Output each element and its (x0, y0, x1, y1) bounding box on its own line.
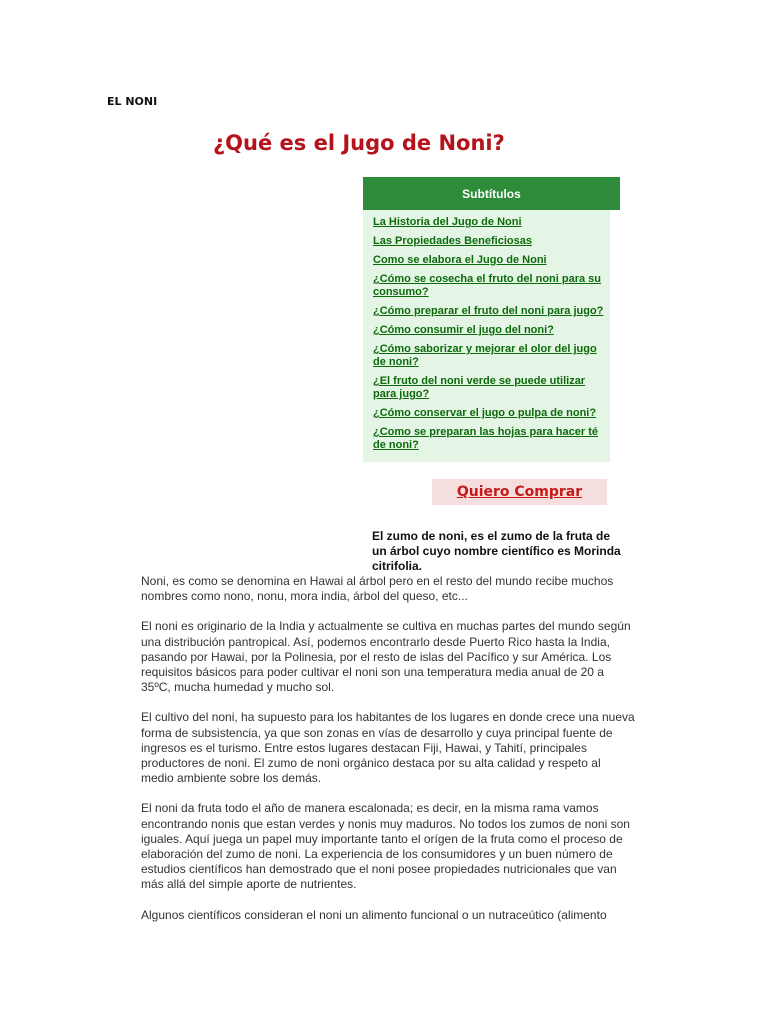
body-paragraph: El noni es originario de la India y actualmente se cultiva en muchas partes del mundo según una distribución pantropical. Así, podemos encontrarlo desde Puerto Rico hasta la India, pasando por Hawai, por la Polinesia, por el resto de islas del Pacífico y sur América. Los requisitos básicos para poder cultivar el noni son una temperatura media anual de 20 a 35ºC, mucha humedad y mucho sol. (141, 619, 631, 695)
subtitles-list (363, 210, 610, 462)
intro-text: El zumo de noni, es el zumo de la fruta de un árbol cuyo nombre científico es Morinda citrifolia. (372, 529, 621, 573)
body-paragraph: Noni, es como se denomina en Hawai al árbol pero en el resto del mundo recibe muchos nombres como nono, nonu, mora india, árbol del queso, etc... (141, 574, 614, 604)
toc-link-consumir[interactable]: ¿Cómo consumir el jugo del noni? (373, 324, 554, 336)
toc-link-noni-verde[interactable]: ¿El fruto del noni verde se puede utilizar para jugo? (373, 375, 586, 400)
subtitles-heading: Subtítulos (363, 177, 620, 210)
toc-link-propiedades[interactable]: Las Propiedades Beneficiosas (373, 235, 532, 247)
toc-link-historia[interactable]: La Historia del Jugo de Noni (373, 216, 522, 228)
body-paragraph: El cultivo del noni, ha supuesto para los habitantes de los lugares en donde crece una nueva forma de subsistencia, ya que son zonas en vías de desarrollo y cuya principal fuente de ingresos es el turismo. Entre estos lugares destacan Fiji, Hawai, y Tahití, principales productores de noni. El zumo de noni orgánico destaca por su alta calidad y respeto al medio ambiente sobre los demás. (141, 710, 635, 786)
document-label: EL NONI (107, 95, 158, 108)
body-paragraph: El noni da fruta todo el año de manera escalonada; es decir, en la misma rama vamos encontrando nonis que estan verdes y nonis muy maduros. No todos los zumos de noni son iguales. Aquí juega un papel muy importante tanto el orígen de la fruta como el proceso de elaboración del zumo de noni. La experiencia de los consumidores y un buen número de estudios científicos han demostrado que el noni posee propiedades nutricionales que van más allá del simple aporte de nutrientes. (141, 801, 630, 892)
toc-link-preparar[interactable]: ¿Cómo preparar el fruto del noni para jugo? (373, 305, 604, 317)
toc-link-elaboracion[interactable]: Como se elabora el Jugo de Noni (373, 254, 547, 266)
page-title: ¿Qué es el Jugo de Noni? (213, 131, 505, 155)
toc-link-saborizar[interactable]: ¿Cómo saborizar y mejorar el olor del jugo de noni? (373, 343, 597, 368)
subtitles-box (363, 177, 620, 462)
toc-link-hojas-te[interactable]: ¿Como se preparan las hojas para hacer té de noni? (373, 426, 598, 451)
buy-button[interactable]: Quiero Comprar (432, 479, 607, 505)
body-paragraph: Algunos científicos consideran el noni un alimento funcional o un nutraceútico (alimento (141, 907, 607, 922)
article-body (141, 574, 636, 938)
toc-link-cosecha[interactable]: ¿Cómo se cosecha el fruto del noni para su consumo? (373, 273, 601, 298)
toc-link-conservar[interactable]: ¿Cómo conservar el jugo o pulpa de noni? (373, 407, 597, 419)
